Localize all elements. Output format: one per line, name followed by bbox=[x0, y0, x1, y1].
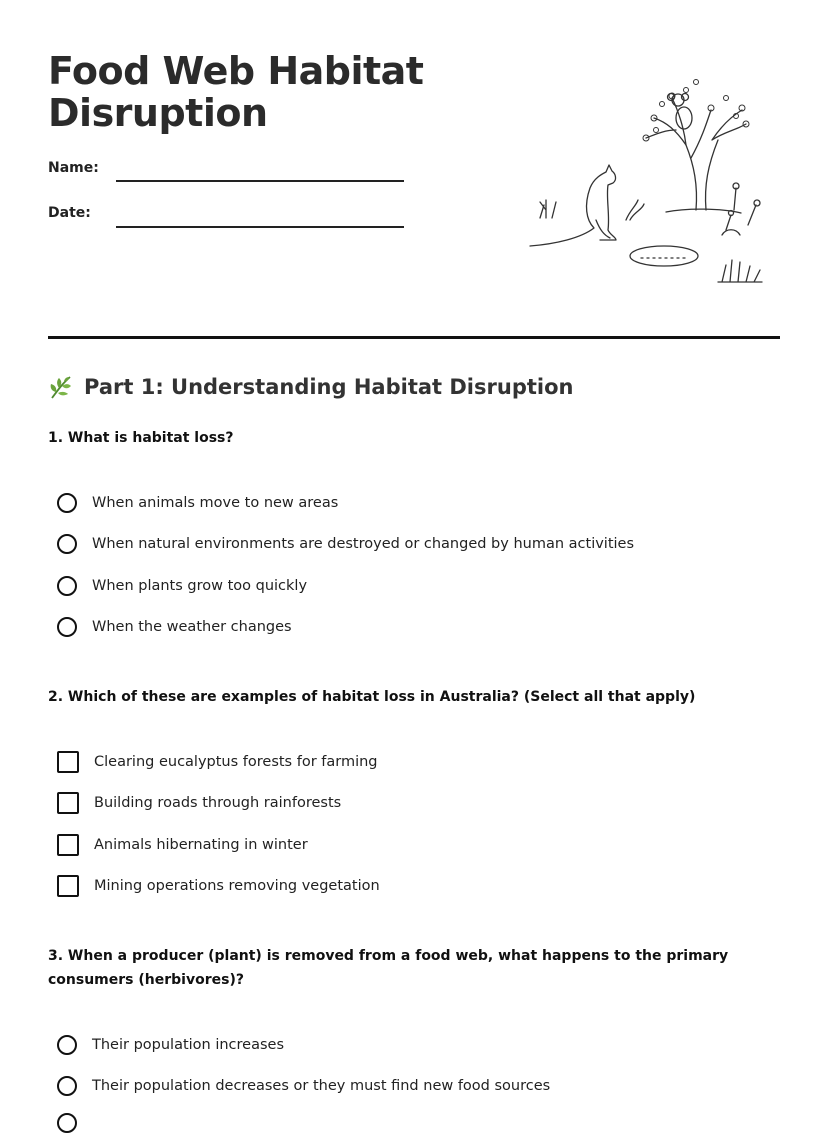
leaf-sprig-icon bbox=[48, 374, 74, 400]
section-divider bbox=[48, 336, 780, 339]
name-label: Name: bbox=[48, 160, 99, 176]
option-label: When natural environments are destroyed or changed by human activities bbox=[92, 536, 635, 552]
question-2: 2. Which of these are examples of habitat loss in Australia? (Select all that apply) bbox=[48, 689, 696, 705]
name-field-line[interactable] bbox=[116, 180, 404, 182]
checkbox[interactable] bbox=[57, 792, 79, 814]
q2-option-2[interactable] bbox=[57, 790, 341, 816]
q2-option-4[interactable] bbox=[57, 873, 380, 899]
radio-button[interactable] bbox=[57, 1113, 77, 1133]
q1-option-4[interactable] bbox=[57, 614, 292, 640]
page-title bbox=[48, 50, 423, 134]
option-label: When the weather changes bbox=[92, 619, 292, 635]
q1-option-2[interactable] bbox=[57, 531, 634, 557]
kangaroo-koala-tree-illustration bbox=[526, 70, 776, 292]
checkbox[interactable] bbox=[57, 875, 79, 897]
q3-option-1[interactable] bbox=[57, 1032, 284, 1058]
q3-option-3-partial[interactable] bbox=[57, 1110, 77, 1136]
title-line-2: Disruption bbox=[48, 91, 268, 135]
q1-option-1[interactable] bbox=[57, 490, 338, 516]
option-label: Building roads through rainforests bbox=[94, 795, 342, 811]
part1-heading bbox=[48, 374, 573, 400]
radio-button[interactable] bbox=[57, 1035, 77, 1055]
date-label: Date: bbox=[48, 205, 91, 221]
part1-title: Part 1: Understanding Habitat Disruption bbox=[84, 375, 574, 399]
option-label: Mining operations removing vegetation bbox=[94, 878, 380, 894]
option-label: Their population decreases or they must find new food sources bbox=[92, 1078, 551, 1094]
option-label: Animals hibernating in winter bbox=[94, 837, 308, 853]
q2-option-3[interactable] bbox=[57, 832, 308, 858]
radio-button[interactable] bbox=[57, 1076, 77, 1096]
checkbox[interactable] bbox=[57, 751, 79, 773]
radio-button[interactable] bbox=[57, 617, 77, 637]
question-3: 3. When a producer (plant) is removed from a food web, what happens to the primary consumers (herbivores)? bbox=[48, 948, 729, 988]
question-1: 1. What is habitat loss? bbox=[48, 430, 234, 446]
option-label: Their population increases bbox=[92, 1037, 285, 1053]
q3-option-2[interactable] bbox=[57, 1073, 550, 1099]
checkbox[interactable] bbox=[57, 834, 79, 856]
q1-option-3[interactable] bbox=[57, 573, 307, 599]
radio-button[interactable] bbox=[57, 534, 77, 554]
option-label: When plants grow too quickly bbox=[92, 578, 308, 594]
radio-button[interactable] bbox=[57, 493, 77, 513]
title-line-1: Food Web Habitat bbox=[48, 49, 424, 93]
option-label: Clearing eucalyptus forests for farming bbox=[94, 754, 378, 770]
q2-option-1[interactable] bbox=[57, 749, 378, 775]
option-label: When animals move to new areas bbox=[92, 495, 339, 511]
date-field-line[interactable] bbox=[116, 226, 404, 228]
radio-button[interactable] bbox=[57, 576, 77, 596]
